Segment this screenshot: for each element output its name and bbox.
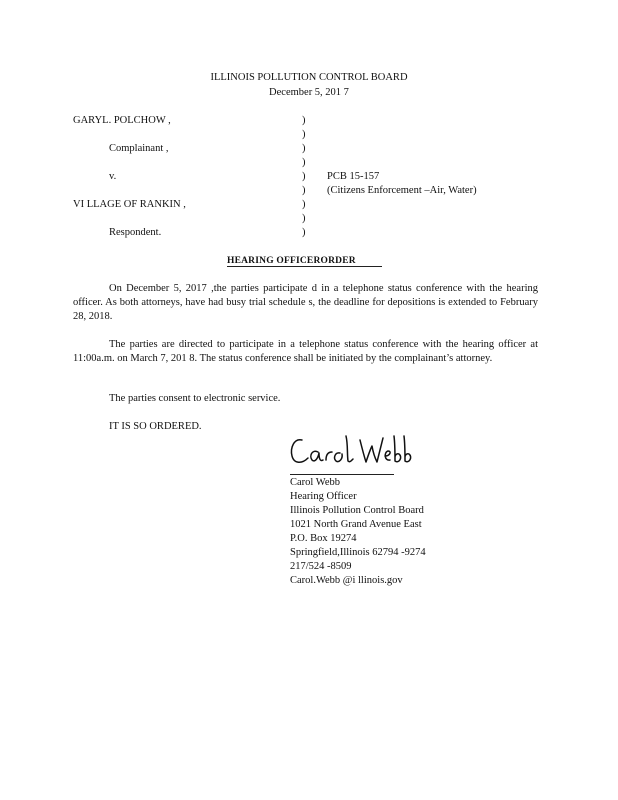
bracket: ): [302, 227, 306, 238]
bracket: ): [302, 143, 306, 154]
signer-city-state-zip: Springfield,Illinois 62794 -9274: [290, 547, 426, 558]
signer-organization: Illinois Pollution Control Board: [290, 505, 424, 516]
complainant-label: Complainant ,: [109, 143, 169, 154]
versus-label: v.: [109, 171, 117, 182]
order-date: December 5, 201 7: [269, 87, 349, 98]
signer-name: Carol Webb: [290, 477, 340, 488]
paragraph-deadline: On December 5, 2017 ,the parties participate d in a telephone status conference with the hearing officer. As both attorneys, have had busy trial schedule s, the deadline for depositions is extended to February 28, 2018.: [73, 283, 538, 322]
signature-line: [290, 474, 394, 475]
signer-phone: 217/524 -8509: [290, 561, 352, 572]
bracket: ): [302, 199, 306, 210]
case-type: (Citizens Enforcement –Air, Water): [327, 185, 477, 196]
respondent-name: VI LLAGE OF RANKIN ,: [73, 199, 186, 210]
signer-po-box: P.O. Box 19274: [290, 533, 357, 544]
signer-email: Carol.Webb @i llinois.gov: [290, 575, 403, 586]
bracket: ): [302, 129, 306, 140]
handwritten-signature: [288, 432, 418, 472]
board-name: ILLINOIS POLLUTION CONTROL BOARD: [210, 72, 408, 83]
bracket: ): [302, 115, 306, 126]
paragraph-status-conference: The parties are directed to participate in a telephone status conference with the hearing officer at 11:00a.m. on March 7, 201 8. The status conference shall be initiated by the complainant’s attorney.: [73, 339, 538, 364]
bracket: ): [302, 213, 306, 224]
complainant-name: GARYL. POLCHOW ,: [73, 115, 171, 126]
paragraph-so-ordered: IT IS SO ORDERED.: [109, 421, 202, 432]
paragraph-electronic-service: The parties consent to electronic service.: [109, 393, 281, 404]
order-title: HEARING OFFICERORDER: [227, 256, 382, 267]
bracket: ): [302, 171, 306, 182]
signer-title: Hearing Officer: [290, 491, 357, 502]
respondent-label: Respondent.: [109, 227, 162, 238]
signer-street-address: 1021 North Grand Avenue East: [290, 519, 422, 530]
case-number: PCB 15-157: [327, 171, 380, 182]
bracket: ): [302, 157, 306, 168]
bracket: ): [302, 185, 306, 196]
